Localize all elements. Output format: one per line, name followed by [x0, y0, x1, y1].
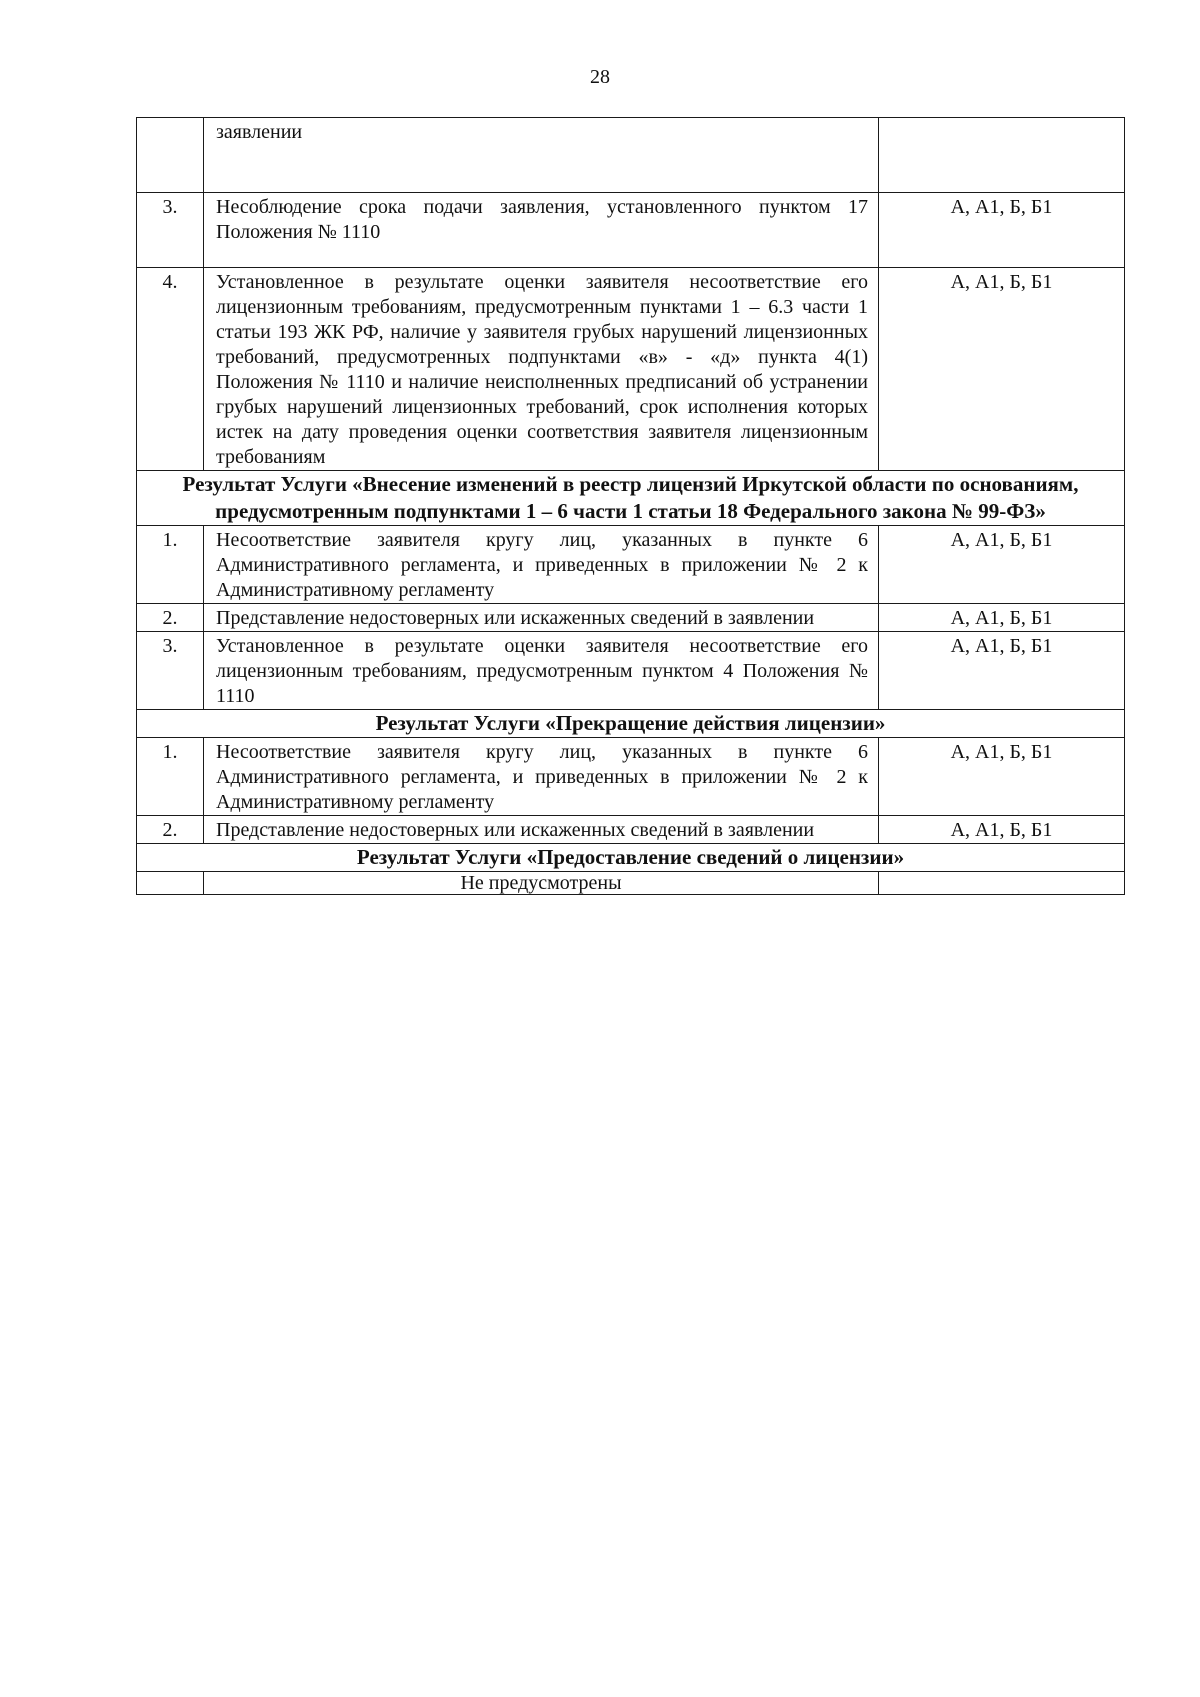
refusal-ground-text: Представление недостоверных или искаженных сведений в заявлении [204, 816, 879, 844]
table-row [137, 193, 1125, 268]
section-title: Результат Услуги «Внесение изменений в реестр лицензий Иркутской области по основаниям, предусмотренным подпунктами 1 – 6 части 1 статьи 18 Федерального закона № 99-ФЗ» [137, 471, 1125, 526]
table-row [137, 872, 1125, 895]
section-header-row [137, 710, 1125, 738]
refusal-ground-text: Несоответствие заявителя кругу лиц, указанных в пункте 6 Административного регламента, и приведенных в приложении № 2 к Административному регламенту [204, 738, 879, 816]
applicable-categories: А, А1, Б, Б1 [879, 526, 1125, 604]
row-number [137, 872, 204, 895]
applicable-categories: А, А1, Б, Б1 [879, 604, 1125, 632]
row-number: 2. [137, 816, 204, 844]
section-header-row [137, 471, 1125, 526]
refusal-ground-text: Установленное в результате оценки заявителя несоответствие его лицензионным требованиям, предусмотренным пунктами 1 – 6.3 части 1 статьи 193 ЖК РФ, наличие у заявителя грубых нарушений лицензионных требований, предусмотренных подпунктами «в» - «д» пункта 4(1) Положения № 1110 и наличие неисполненных предписаний об устранении грубых нарушений лицензионных требований, срок исполнения которых истек на дату проведения оценки соответствия заявителя лицензионным требованиям [204, 268, 879, 471]
applicable-categories: А, А1, Б, Б1 [879, 816, 1125, 844]
table-row [137, 816, 1125, 844]
refusal-ground-text: Установленное в результате оценки заявителя несоответствие его лицензионным требованиям, предусмотренным пунктом 4 Положения № 1110 [204, 632, 879, 710]
table-row [137, 268, 1125, 471]
row-number: 1. [137, 738, 204, 816]
applicable-categories: А, А1, Б, Б1 [879, 193, 1125, 268]
applicable-categories [879, 872, 1125, 895]
row-number: 3. [137, 193, 204, 268]
applicable-categories [879, 118, 1125, 193]
table-row [137, 526, 1125, 604]
section-title: Результат Услуги «Прекращение действия лицензии» [137, 710, 1125, 738]
refusal-ground-text: Не предусмотрены [204, 872, 879, 895]
applicable-categories: А, А1, Б, Б1 [879, 632, 1125, 710]
table-row [137, 632, 1125, 710]
table-row [137, 118, 1125, 193]
refusal-ground-text: Несоответствие заявителя кругу лиц, указанных в пункте 6 Административного регламента, и приведенных в приложении № 2 к Административному регламенту [204, 526, 879, 604]
row-number: 3. [137, 632, 204, 710]
table-row [137, 738, 1125, 816]
applicable-categories: А, А1, Б, Б1 [879, 738, 1125, 816]
table-row [137, 604, 1125, 632]
section-title: Результат Услуги «Предоставление сведений о лицензии» [137, 844, 1125, 872]
page-number: 28 [590, 66, 610, 88]
grounds-table [136, 117, 1125, 895]
refusal-ground-text: Несоблюдение срока подачи заявления, установленного пунктом 17 Положения № 1110 [204, 193, 879, 268]
section-header-row [137, 844, 1125, 872]
refusal-ground-text: заявлении [204, 118, 879, 193]
refusal-ground-text: Представление недостоверных или искаженных сведений в заявлении [204, 604, 879, 632]
row-number [137, 118, 204, 193]
row-number: 2. [137, 604, 204, 632]
row-number: 4. [137, 268, 204, 471]
row-number: 1. [137, 526, 204, 604]
applicable-categories: А, А1, Б, Б1 [879, 268, 1125, 471]
table-body [137, 118, 1125, 895]
